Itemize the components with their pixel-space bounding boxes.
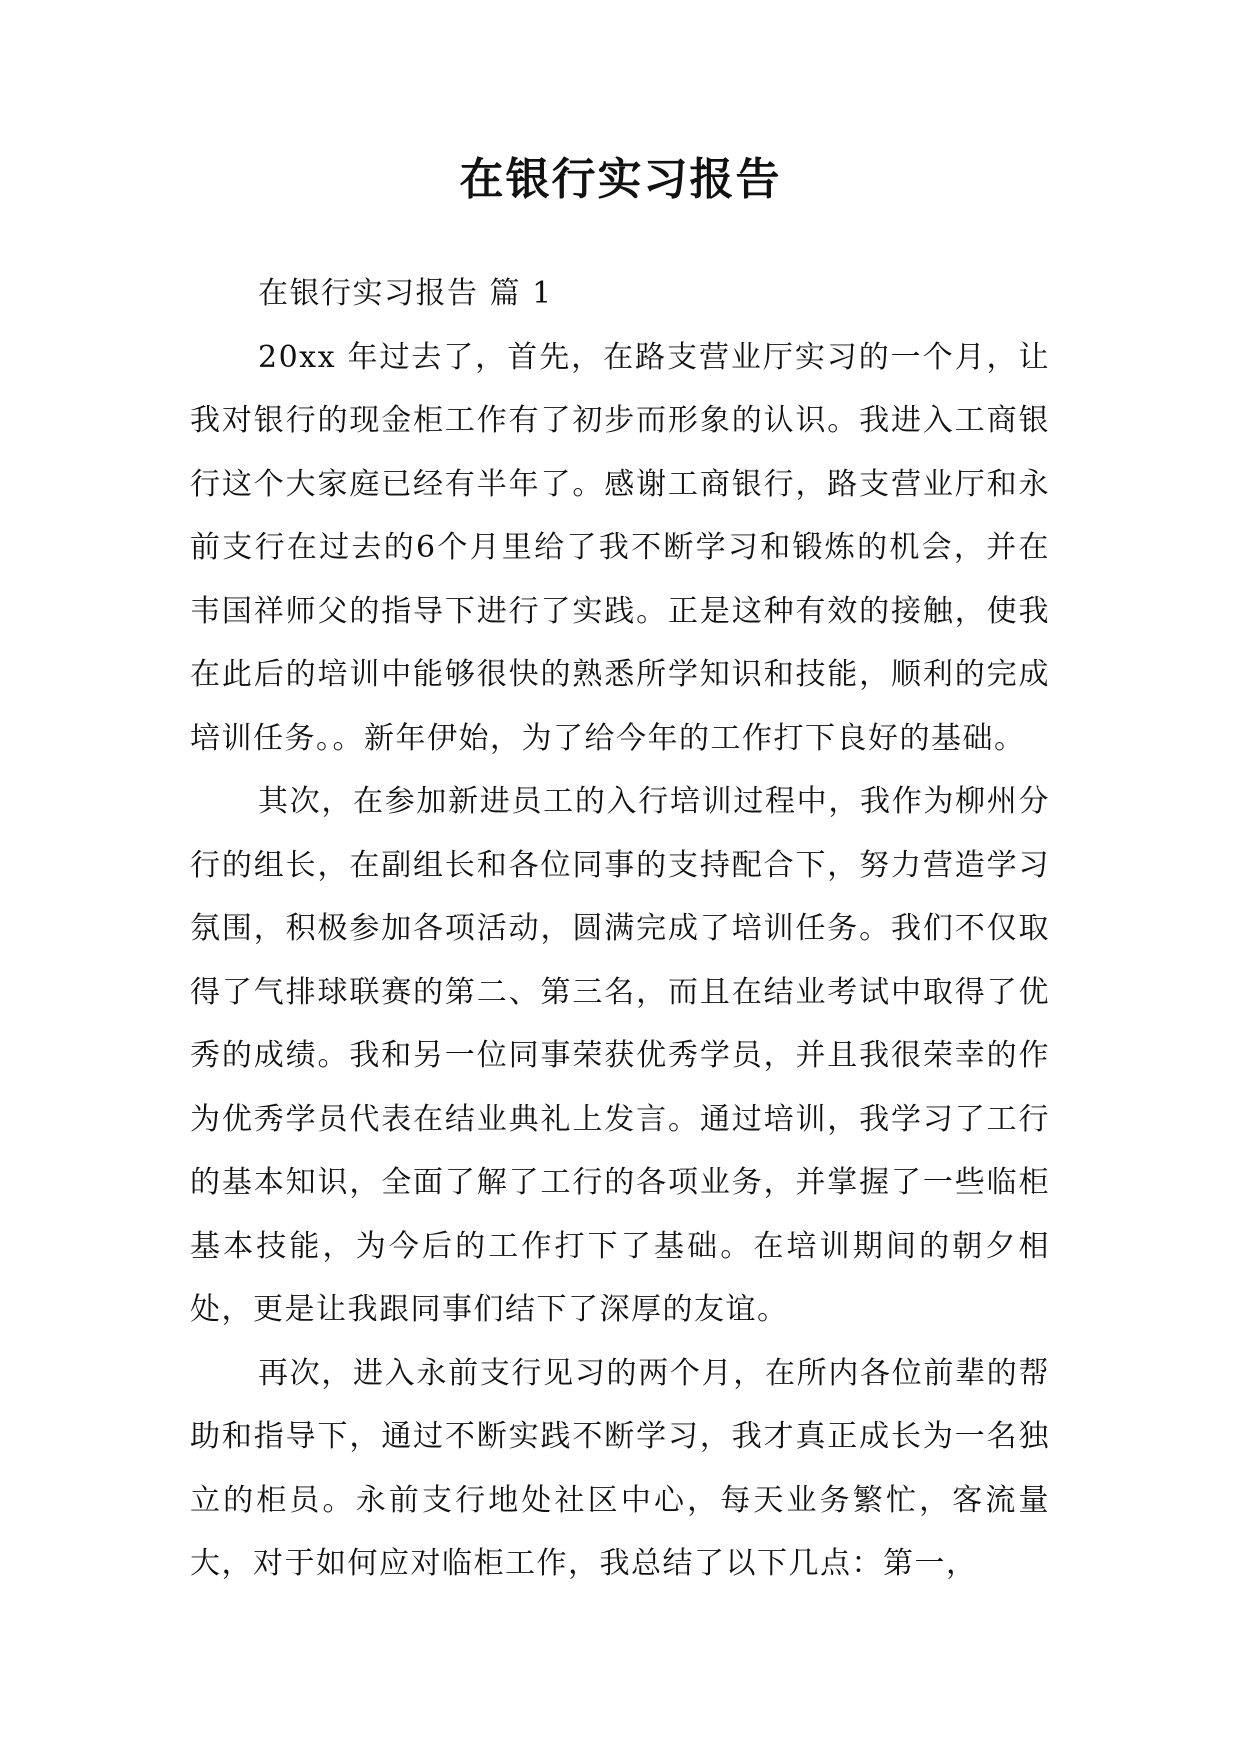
paragraph-3: 再次，进入永前支行见习的两个月，在所内各位前辈的帮助和指导下，通过不断实践不断学习，我才真正成长为一名独立的柜员。永前支行地处社区中心，每天业务繁忙，客流量大，对于如何应对临柜工作，我总结了以下几点：第一， <box>190 1355 1050 1581</box>
section-heading: 在银行实习报告 篇 1 <box>258 276 553 311</box>
document-title: 在银行实习报告 <box>459 154 782 205</box>
paragraph-2: 其次，在参加新进员工的入行培训过程中，我作为柳州分行的组长，在副组长和各位同事的支持配合下，努力营造学习氛围，积极参加各项活动，圆满完成了培训任务。我们不仅取得了气排球联赛的第二、第三名，而且在结业考试中取得了优秀的成绩。我和另一位同事荣获优秀学员，并且我很荣幸的作为优秀学员代表在结业典礼上发言。通过培训，我学习了工行的基本知识，全面了解了工行的各项业务，并掌握了一些临柜基本技能，为今后的工作打下了基础。在培训期间的朝夕相处，更是让我跟同事们结下了深厚的友谊。 <box>190 784 1050 1327</box>
document-body <box>190 262 1050 1596</box>
paragraph-1: 20xx 年过去了，首先，在路支营业厅实习的一个月，让我对银行的现金柜工作有了初步而形象的认识。我进入工商银行这个大家庭已经有半年了。感谢工商银行，路支营业厅和永前支行在过去的6个月里给了我不断学习和锻炼的机会，并在韦国祥师父的指导下进行了实践。正是这种有效的接触，使我在此后的培训中能够很快的熟悉所学知识和技能，顺利的完成培训任务。。新年伊始，为了给今年的工作打下良好的基础。 <box>190 339 1050 756</box>
